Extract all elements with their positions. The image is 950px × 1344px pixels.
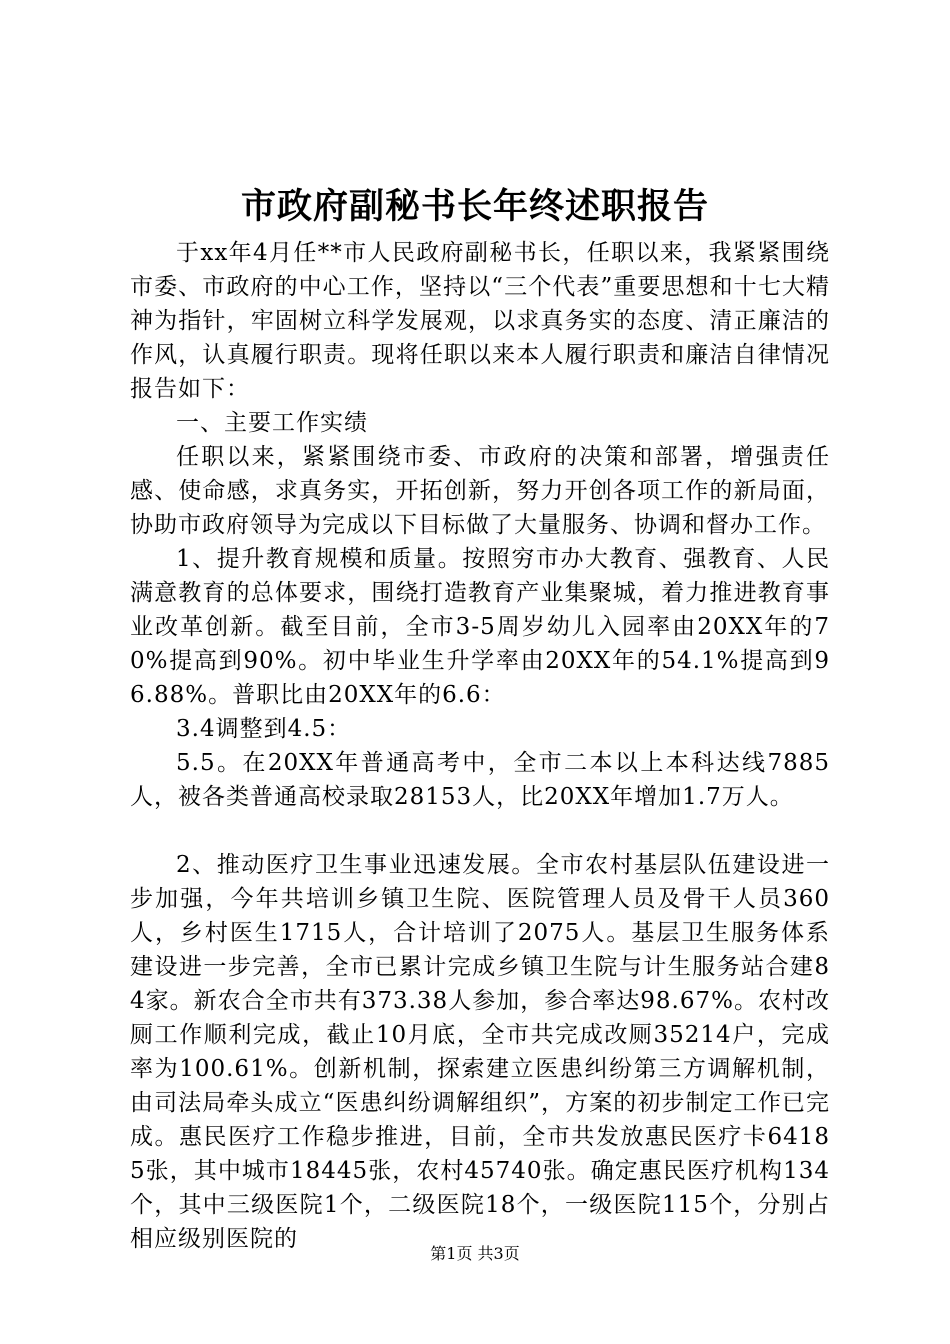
medical-paragraph: 2、推动医疗卫生事业迅速发展。全市农村基层队伍建设进一步加强，今年共培训乡镇卫生院、医院管理人员及骨干人员360人，乡村医生1715人，合计培训了2075人。基层卫生服务体系建设进一步完善，全市已累计完成乡镇卫生院与计生服务站合建84家。新农合全市共有373.38人参加，参合率达98.67%。农村改厕工作顺利完成，截止10月底，全市共完成改厕35214户，完成率为100.61%。创新机制，探索建立医患纠纷第三方调解机制，由司法局牵头成立“医患纠纷调解组织”，方案的初步制定工作已完成。惠民医疗工作稳步推进，目前，全市共发放惠民医疗卡64185张，其中城市18445张，农村45740张。确定惠民医疗机构134个，其中三级医院1个，二级医院18个，一级医院115个，分别占相应级别医院的 [130, 852, 830, 1252]
page-footer: 第1页 共3页 [430, 1244, 520, 1263]
ratio-line: 3.4调整到4.5： [176, 716, 352, 742]
intro-paragraph: 于xx年4月任**市人民政府副秘书长，任职以来，我紧紧围绕市委、市政府的中心工作，坚持以“三个代表”重要思想和十七大精神为指针，牢固树立科学发展观，以求真务实的态度、清正廉洁的作风，认真履行职责。现将任职以来本人履行职责和廉洁自律情况报告如下： [130, 240, 830, 402]
document-body [130, 236, 830, 1256]
document-title: 市政府副秘书长年终述职报告 [240, 186, 709, 227]
exam-paragraph: 5.5。在20XX年普通高考中，全市二本以上本科达线7885人，被各类普通高校录取28153人，比20XX年增加1.7万人。 [130, 750, 830, 810]
section-heading: 一、主要工作实绩 [176, 410, 368, 436]
section-intro-paragraph: 任职以来，紧紧围绕市委、市政府的决策和部署，增强责任感、使命感，求真务实，开拓创新，努力开创各项工作的新局面，协助市政府领导为完成以下目标做了大量服务、协调和督办工作。 [130, 444, 830, 538]
education-paragraph: 1、提升教育规模和质量。按照穷市办大教育、强教育、人民满意教育的总体要求，围绕打造教育产业集聚城，着力推进教育事业改革创新。截至目前，全市3-5周岁幼儿入园率由20XX年的70%提高到90%。初中毕业生升学率由20XX年的54.1%提高到96.88%。普职比由20XX年的6.6： [130, 546, 830, 708]
